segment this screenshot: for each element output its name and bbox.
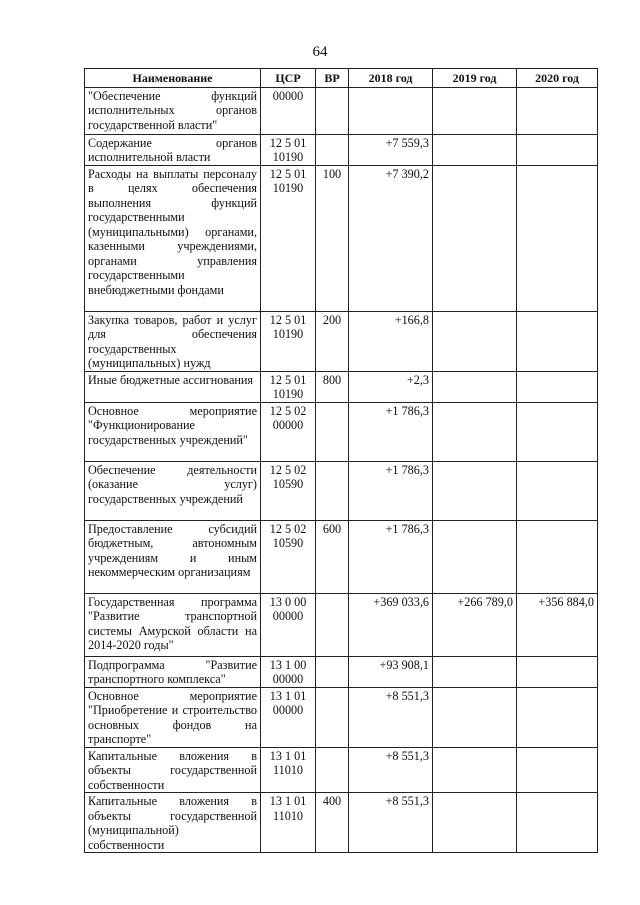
row-csr: 12 5 01 10190 [261, 371, 316, 402]
row-2018: +166,8 [349, 311, 433, 371]
row-2019 [433, 402, 517, 461]
row-name: Иные бюджетные ассигнования [85, 371, 261, 402]
table-row [85, 461, 598, 520]
row-2020 [517, 87, 598, 134]
row-vr [316, 593, 349, 656]
row-name: Содержание органов исполнительной власти [85, 134, 261, 165]
table-row [85, 87, 598, 134]
row-name: Закупка товаров, работ и услуг для обеспечения государственных (муниципальных) нужд [85, 311, 261, 371]
row-2019: +266 789,0 [433, 593, 517, 656]
budget-table [84, 68, 598, 853]
row-csr: 12 5 01 10190 [261, 165, 316, 311]
row-vr: 800 [316, 371, 349, 402]
row-csr: 12 5 02 10590 [261, 520, 316, 593]
row-name: Подпрограмма "Развитие транспортного комплекса" [85, 656, 261, 687]
row-vr [316, 656, 349, 687]
row-name: Капитальные вложения в объекты государственной (муниципальной) собственности [85, 793, 261, 853]
table-row [85, 520, 598, 593]
row-name: Основное мероприятие "Приобретение и строительство основных фондов на транспорте" [85, 687, 261, 747]
row-name: Государственная программа "Развитие транспортной системы Амурской области на 2014-2020 годы" [85, 593, 261, 656]
row-2020 [517, 165, 598, 311]
row-name: Капитальные вложения в объекты государственной собственности [85, 747, 261, 793]
row-2018: +93 908,1 [349, 656, 433, 687]
table-row [85, 793, 598, 853]
row-vr [316, 402, 349, 461]
row-csr: 12 5 02 00000 [261, 402, 316, 461]
table-row [85, 311, 598, 371]
row-2019 [433, 461, 517, 520]
row-2018: +1 786,3 [349, 461, 433, 520]
row-2020 [517, 793, 598, 853]
row-name: Предоставление субсидий бюджетным, автономным учреждениям и иным некоммерческим организациям [85, 520, 261, 593]
row-2018: +1 786,3 [349, 402, 433, 461]
row-2019 [433, 656, 517, 687]
row-2018: +8 551,3 [349, 747, 433, 793]
row-csr: 13 1 01 00000 [261, 687, 316, 747]
row-csr: 12 5 01 10190 [261, 134, 316, 165]
row-vr [316, 134, 349, 165]
row-vr: 600 [316, 520, 349, 593]
row-2018: +369 033,6 [349, 593, 433, 656]
row-2019 [433, 87, 517, 134]
row-2019 [433, 134, 517, 165]
table-row [85, 134, 598, 165]
row-2020 [517, 134, 598, 165]
row-csr: 13 1 00 00000 [261, 656, 316, 687]
row-vr: 400 [316, 793, 349, 853]
row-2020: +356 884,0 [517, 593, 598, 656]
row-name: "Обеспечение функций исполнительных органов государственной власти" [85, 87, 261, 134]
row-csr: 12 5 01 10190 [261, 311, 316, 371]
row-2018: +1 786,3 [349, 520, 433, 593]
table-row [85, 165, 598, 311]
row-vr: 100 [316, 165, 349, 311]
row-vr [316, 687, 349, 747]
row-csr: 13 0 00 00000 [261, 593, 316, 656]
row-2018: +7 559,3 [349, 134, 433, 165]
table-row [85, 687, 598, 747]
row-2018: +8 551,3 [349, 793, 433, 853]
row-2019 [433, 311, 517, 371]
row-2018: +2,3 [349, 371, 433, 402]
table-header-row [85, 69, 598, 88]
row-2019 [433, 165, 517, 311]
row-2019 [433, 747, 517, 793]
row-2019 [433, 793, 517, 853]
row-vr [316, 461, 349, 520]
row-2018: +7 390,2 [349, 165, 433, 311]
row-csr: 00000 [261, 87, 316, 134]
row-vr [316, 747, 349, 793]
row-2020 [517, 687, 598, 747]
row-2020 [517, 371, 598, 402]
row-vr: 200 [316, 311, 349, 371]
row-2020 [517, 402, 598, 461]
row-csr: 13 1 01 11010 [261, 747, 316, 793]
row-name: Обеспечение деятельности (оказание услуг) государственных учреждений [85, 461, 261, 520]
table-row [85, 593, 598, 656]
row-vr [316, 87, 349, 134]
row-name: Расходы на выплаты персоналу в целях обеспечения выполнения функций государственными (муниципальными) органами, казенными учреждениями, органами управления государственными внебюджетными фондами [85, 165, 261, 311]
row-name: Основное мероприятие "Функционирование государственных учреждений" [85, 402, 261, 461]
row-2019 [433, 520, 517, 593]
table-row [85, 656, 598, 687]
row-2019 [433, 371, 517, 402]
page-number: 64 [312, 44, 328, 60]
header-2019: 2019 год [433, 69, 517, 88]
row-csr: 13 1 01 11010 [261, 793, 316, 853]
table-row [85, 402, 598, 461]
header-2018: 2018 год [349, 69, 433, 88]
row-2018: +8 551,3 [349, 687, 433, 747]
row-2020 [517, 461, 598, 520]
row-2018 [349, 87, 433, 134]
row-2020 [517, 747, 598, 793]
row-csr: 12 5 02 10590 [261, 461, 316, 520]
header-vr: ВР [316, 69, 349, 88]
header-name: Наименование [85, 69, 261, 88]
row-2020 [517, 656, 598, 687]
header-csr: ЦСР [261, 69, 316, 88]
table-row [85, 747, 598, 793]
table-row [85, 371, 598, 402]
header-2020: 2020 год [517, 69, 598, 88]
row-2020 [517, 520, 598, 593]
row-2019 [433, 687, 517, 747]
row-2020 [517, 311, 598, 371]
